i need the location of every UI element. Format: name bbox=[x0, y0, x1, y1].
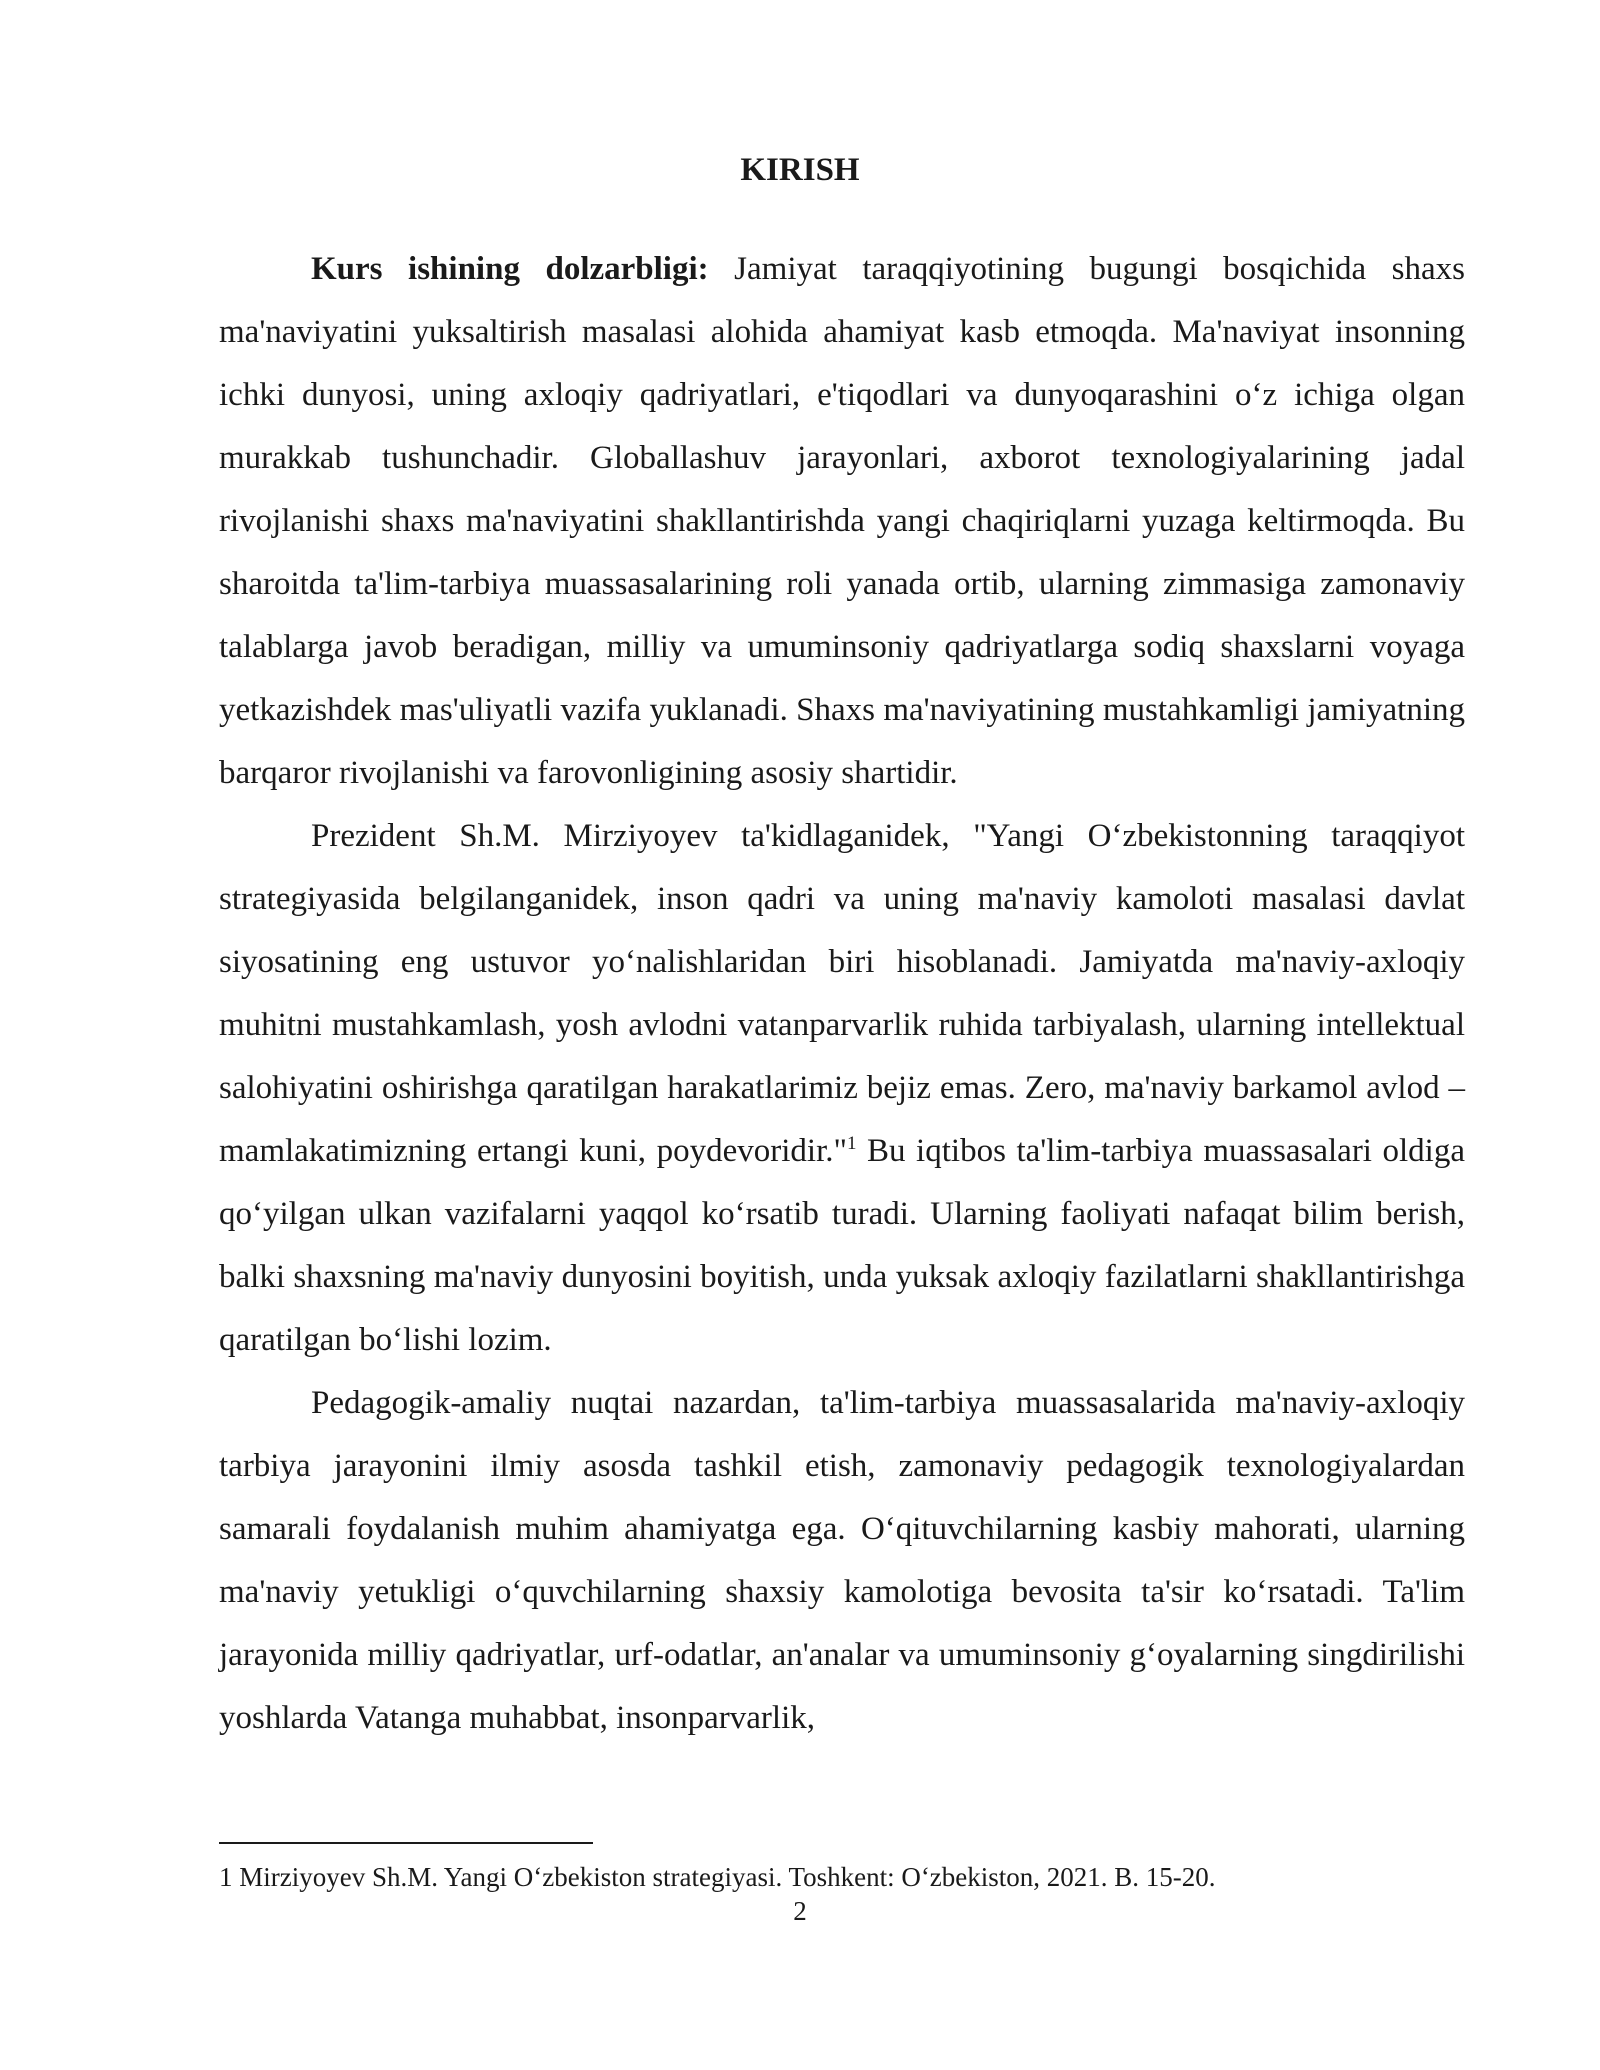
paragraph-lead-heading: Kurs ishining dolzarbligi: bbox=[311, 251, 709, 287]
paragraph-text: Jamiyat taraqqiyotining bugungi bosqichida shaxs ma'naviyatini yuksaltirish masalasi alohida ahamiyat kasb etmoqda. Ma'naviyat insonning ichki dunyosi, uning axloqiy qadriyatlari, e'tiqodlari va dunyoqarashini oʻz ichiga olgan murakkab tushunchadir. Globallashuv jarayonlari, axborot texnologiyalarining jadal rivojlanishi shaxs ma'naviyatini shakllantirishda yangi chaqiriqlarni yuzaga keltirmoqda. Bu sharoitda ta'lim-tarbiya muassasalarining roli yanada ortib, ularning zimmasiga zamonaviy talablarga javob beradigan, milliy va umuminsoniy qadriyatlarga sodiq shaxslarni voyaga yetkazishdek mas'uliyatli vazifa yuklanadi. Shaxs ma'naviyatining mustahkamligi jamiyatning barqaror rivojlanishi va farovonligining asosiy shartidir. bbox=[219, 251, 1465, 791]
page-number: 2 bbox=[793, 1896, 807, 1926]
paragraph-relevance bbox=[219, 238, 1465, 805]
body-text bbox=[219, 238, 1465, 1750]
page-title: KIRISH bbox=[740, 152, 860, 188]
footnote-reference[interactable]: 1 bbox=[846, 1133, 857, 1154]
paragraph-text: Bu iqtibos ta'lim-tarbiya muassasalari oldiga qoʻyilgan ulkan vazifalarni yaqqol koʻrsatib turadi. Ularning faoliyati nafaqat bilim berish, balki shaxsning ma'naviy dunyosini boyitish, unda yuksak axloqiy fazilatlarni shakllantirishga qaratilgan boʻlishi lozim. bbox=[219, 1133, 1466, 1358]
footnote: 1 Mirziyoyev Sh.M. Yangi Oʻzbekiston strategiyasi. Toshkent: Oʻzbekiston, 2021. B. 15-20. bbox=[219, 1862, 1216, 1892]
footnote-separator bbox=[219, 1842, 593, 1844]
paragraph-text: Prezident Sh.M. Mirziyoyev ta'kidlaganidek, "Yangi Oʻzbekistonning taraqqiyot strategiyasida belgilanganidek, inson qadri va uning ma'naviy kamoloti masalasi davlat siyosatining eng ustuvor yoʻnalishlaridan biri hisoblanadi. Jamiyatda ma'naviy-axloqiy muhitni mustahkamlash, yosh avlodni vatanparvarlik ruhida tarbiyalash, ularning intellektual salohiyatini oshirishga qaratilgan harakatlarimiz bejiz emas. Zero, ma'naviy barkamol avlod – mamlakatimizning ertangi kuni, poydevoridir." bbox=[219, 818, 1465, 1169]
paragraph-quote bbox=[219, 805, 1465, 1372]
paragraph-text: Pedagogik-amaliy nuqtai nazardan, ta'lim-tarbiya muassasalarida ma'naviy-axloqiy tarbiya jarayonini ilmiy asosda tashkil etish, zamonaviy pedagogik texnologiyalardan samarali foydalanish muhim ahamiyatga ega. Oʻqituvchilarning kasbiy mahorati, ularning ma'naviy yetukligi oʻquvchilarning shaxsiy kamolotiga bevosita ta'sir koʻrsatadi. Ta'lim jarayonida milliy qadriyatlar, urf-odatlar, an'analar va umuminsoniy gʻoyalarning singdirilishi yoshlarda Vatanga muhabbat, insonparvarlik, bbox=[219, 1385, 1465, 1736]
paragraph-pedagogy bbox=[219, 1372, 1465, 1750]
